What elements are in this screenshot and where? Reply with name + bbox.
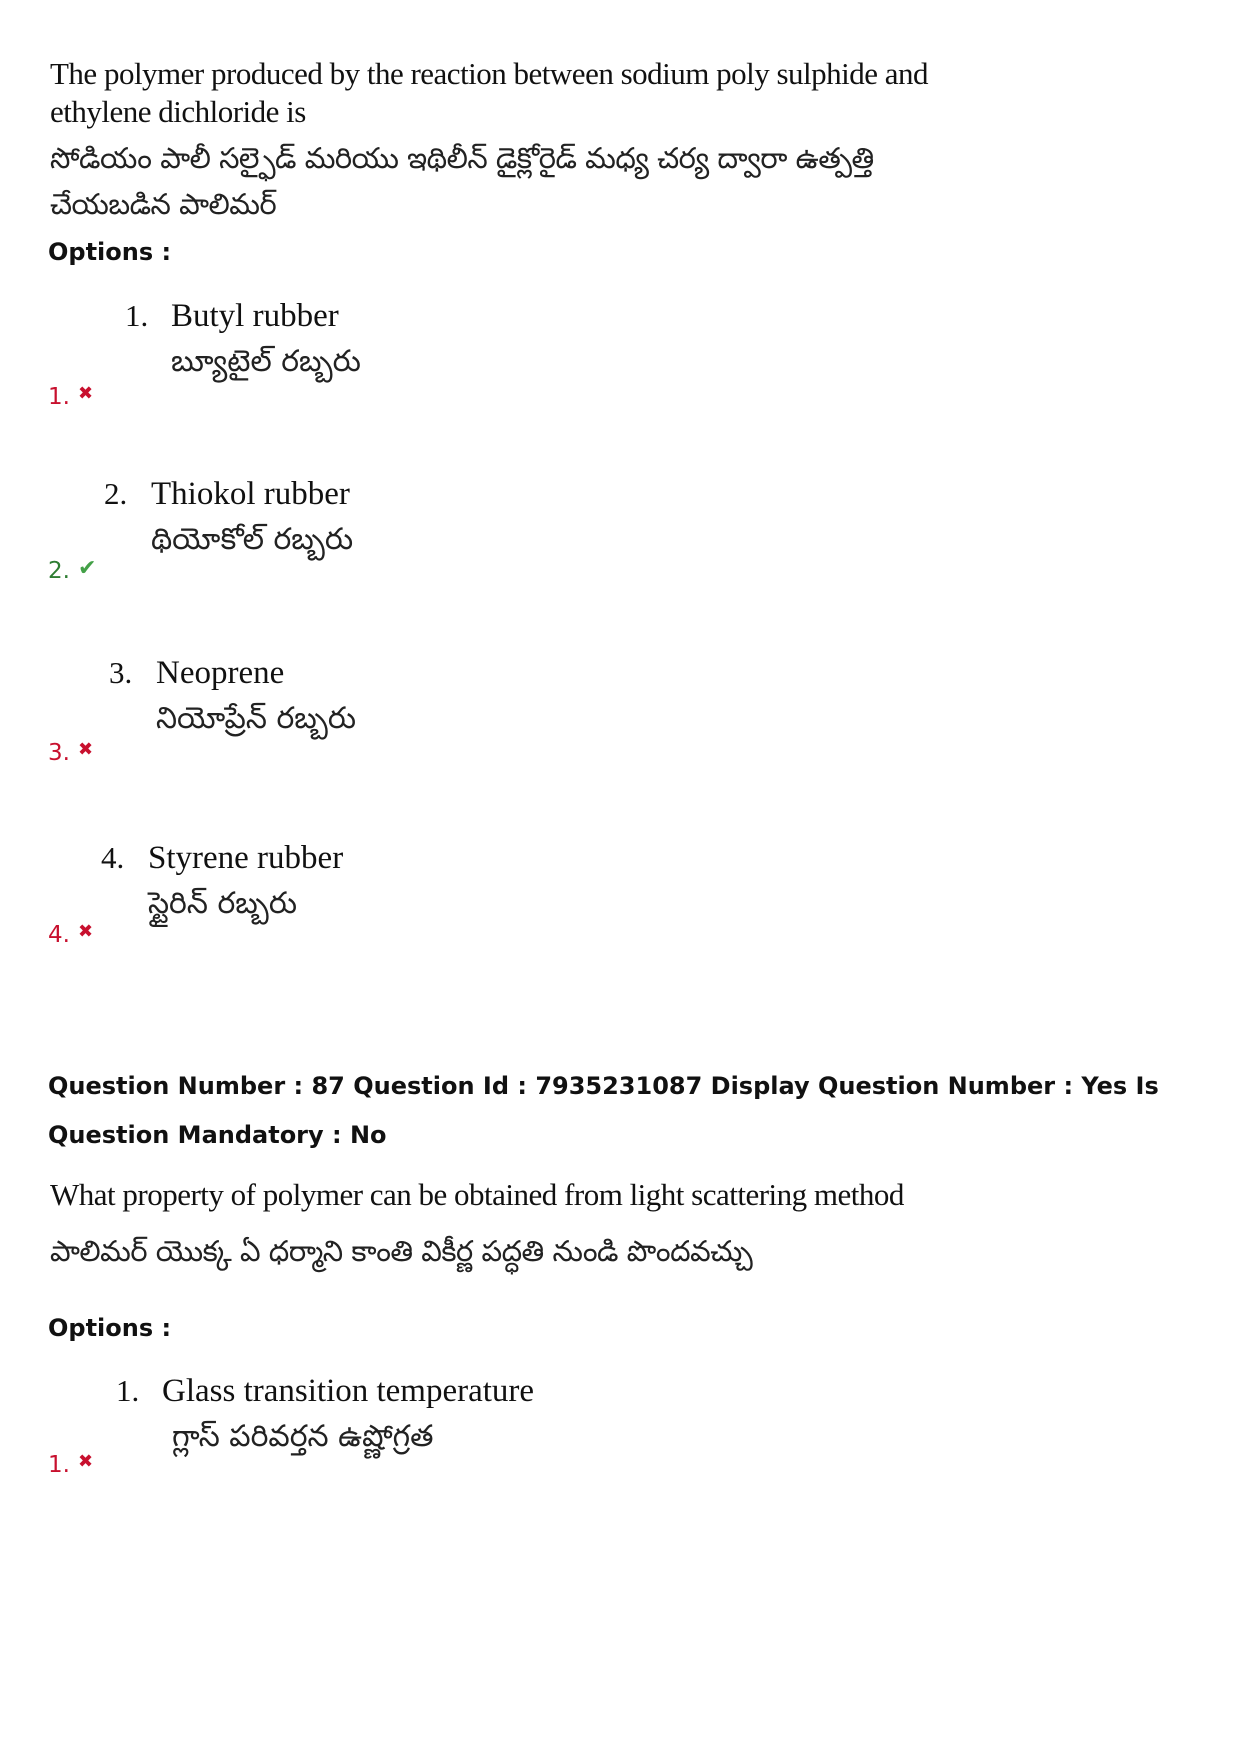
option-text-en: Glass transition temperature [162, 1373, 535, 1409]
cross-icon: ✖ [77, 1451, 94, 1472]
question-87-text [50, 1176, 950, 1274]
question-87-text-te: పాలిమర్ యొక్క ఏ ధర్మాని కాంతి వికీర్ణ పద్ధతి నుండి పొందవచ్చు [50, 1234, 753, 1268]
option-text-te: థియోకోల్ రబ్బరు [151, 522, 354, 557]
cross-icon: ✖ [77, 921, 94, 942]
option-text-te: స్టైరిన్ రబ్బరు [148, 886, 298, 921]
option-image-4 [101, 840, 701, 930]
option-marker-2 [48, 558, 96, 584]
question-86-text-te: సోడియం పాలీ సల్ఫైడ్ మరియు ఇథిలీన్ డైక్లోరైడ్ మధ్య చర్య ద్వారా ఉత్పత్తి చేయబడిన పాలిమర్ [50, 141, 874, 221]
option-marker-number: 1. [48, 384, 70, 410]
question-86-text-en: The polymer produced by the reaction between sodium poly sulphide and ethylene dichloride is [50, 56, 929, 129]
option-image-1 [116, 1373, 756, 1463]
option-number: 1. [125, 298, 149, 333]
question-86-text [50, 55, 930, 227]
option-number: 3. [109, 655, 133, 690]
option-text-en: Styrene rubber [148, 840, 344, 876]
option-marker-number: 1. [48, 1452, 70, 1478]
question-87-meta: Question Number : 87 Question Id : 7935231087 Display Question Number : Yes Is Question Mandatory : No [48, 1072, 1159, 1149]
option-number: 2. [104, 476, 128, 511]
option-text-te: గ్లాస్ పరివర్తన ఉష్ణోగ్రత [172, 1419, 434, 1454]
option-text-en: Thiokol rubber [151, 476, 350, 512]
check-icon: ✔ [77, 556, 97, 581]
option-marker-3 [48, 740, 93, 766]
option-text-en: Neoprene [156, 655, 285, 691]
option-marker-4 [48, 922, 93, 948]
question-87-text-en: What property of polymer can be obtained from light scattering method [50, 1177, 904, 1212]
option-number: 1. [116, 1373, 140, 1408]
options-label: Options : [48, 238, 172, 266]
cross-icon: ✖ [77, 739, 94, 760]
options-label: Options : [48, 1314, 172, 1342]
option-text-te: నియోప్రేన్ రబ్బరు [156, 701, 357, 736]
option-text-en: Butyl rubber [171, 298, 339, 334]
option-number: 4. [101, 840, 125, 875]
option-text-te: బ్యూటైల్ రబ్బరు [171, 344, 361, 379]
option-image-3 [109, 655, 709, 745]
option-marker-number: 4. [48, 922, 70, 948]
option-image-2 [104, 476, 704, 566]
option-marker-1 [48, 384, 93, 410]
cross-icon: ✖ [77, 383, 94, 404]
option-marker-number: 3. [48, 740, 70, 766]
option-marker-number: 2. [48, 558, 70, 584]
option-image-1 [125, 298, 725, 388]
option-marker-1 [48, 1452, 93, 1478]
